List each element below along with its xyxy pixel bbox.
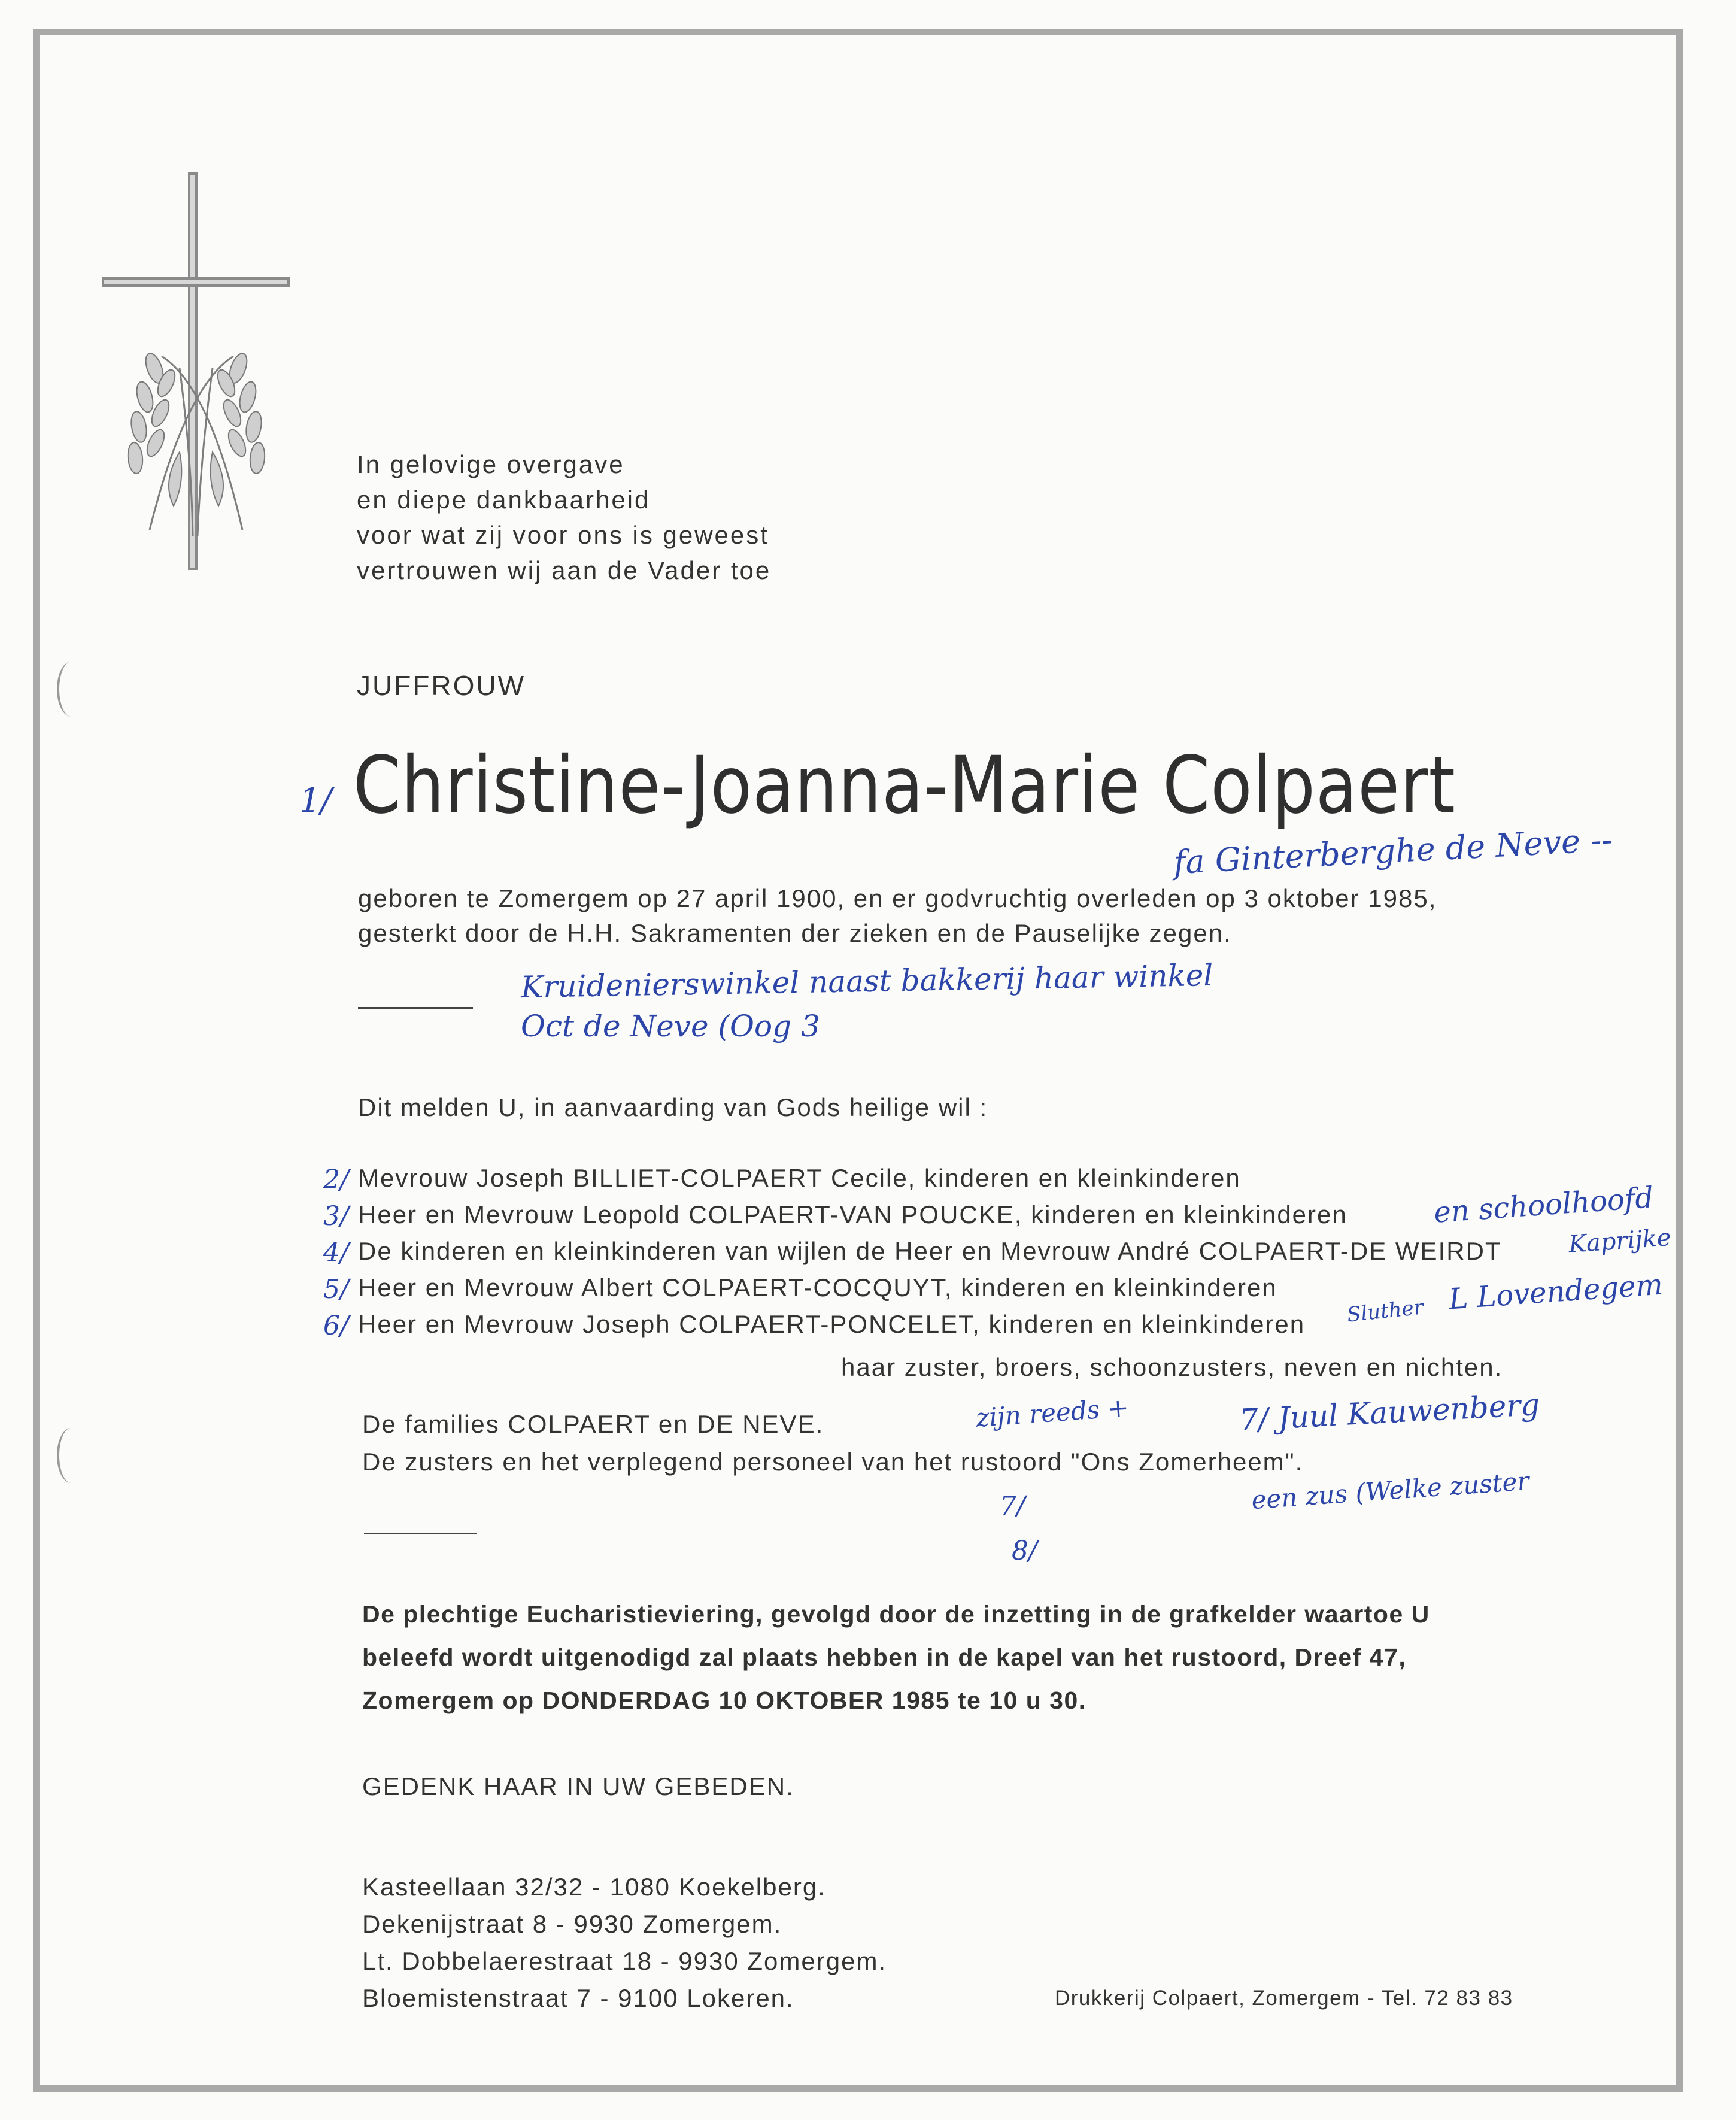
binder-hole-top [57,662,86,717]
opening-verse [357,447,771,588]
title-label: JUFFROUW [357,670,526,701]
handwritten-note: een zus (Welke zuster [1250,1466,1530,1515]
sisters-line: De zusters en het verplegend personeel van het rustoord "Ons Zomerheem". [362,1448,1304,1476]
ceremony-line: De plechtige Eucharistieviering, gevolgd door de inzetting in de grafkelder waartoe U [362,1600,1430,1628]
relatives-line: haar zuster, broers, schoonzusters, neven en nichten. [841,1353,1503,1381]
handwritten-mark: 5/ [323,1274,349,1305]
family-line: Heer en Mevrouw Leopold COLPAERT-VAN POUCKE, kinderen en kleinkinderen [358,1200,1347,1229]
handwritten-mark: 8/ [1012,1536,1037,1566]
handwritten-note: Kaprijke [1567,1224,1672,1258]
handwritten-note: 7/ Juul Kauwenberg [1238,1387,1541,1438]
divider-rule [364,1533,477,1534]
address-line: Dekenijstraat 8 - 9930 Zomergem. [362,1910,782,1938]
ceremony-line: Zomergem op DONDERDAG 10 OKTOBER 1985 te 10 u 30. [362,1687,1086,1714]
binder-hole-bottom [57,1428,86,1483]
verse-line: vertrouwen wij aan de Vader toe [357,556,772,584]
verse-line: voor wat zij voor ons is geweest [357,521,769,549]
divider-rule [358,1007,473,1009]
address-line: Lt. Dobbelaerestraat 18 - 9930 Zomergem. [362,1947,887,1975]
handwritten-note: fa Ginterberghe de Neve -- [1172,820,1613,882]
handwritten-mark: 3/ [323,1201,349,1232]
handwritten-mark: 1/ [299,781,332,820]
printer-credit: Drukkerij Colpaert, Zomergem - Tel. 72 83 83 [1055,1986,1513,2010]
handwritten-note: Oct de Neve (Oog 3 [521,1009,820,1044]
family-line: Heer en Mevrouw Joseph COLPAERT-PONCELET, kinderen en kleinkinderen [358,1310,1306,1338]
handwritten-note: en schoolhoofd [1432,1181,1655,1230]
handwritten-note: L Lovendegem [1447,1267,1664,1317]
family-line: Heer en Mevrouw Albert COLPAERT-COCQUYT, kinderen en kleinkinderen [358,1273,1277,1302]
birth-line: gesterkt door de H.H. Sakramenten der zieken en de Pauselijke zegen. [358,919,1232,947]
family-line: Mevrouw Joseph BILLIET-COLPAERT Cecile, kinderen en kleinkinderen [358,1164,1241,1192]
handwritten-mark: 4/ [323,1238,349,1268]
handwritten-note: Sluther [1346,1295,1425,1327]
family-line: De kinderen en kleinkinderen van wijlen de Heer en Mevrouw André COLPAERT-DE WEIRDT [358,1237,1502,1265]
families-line: De families COLPAERT en DE NEVE. [362,1410,824,1438]
handwritten-mark: 2/ [323,1164,349,1195]
handwritten-note: zijn reeds + [975,1393,1130,1433]
verse-line: In gelovige overgave [357,450,625,478]
cross-with-wheat-icon [90,171,299,572]
address-line: Bloemistenstraat 7 - 9100 Lokeren. [362,1984,794,2012]
birth-line: geboren te Zomergem op 27 april 1900, en er godvruchtig overleden op 3 oktober 1985, [358,884,1437,912]
deceased-name: Christine-Joanna-Marie Colpaert [353,739,1456,832]
ceremony-line: beleefd wordt uitgenodigd zal plaats hebben in de kapel van het rustoord, Dreef 47, [362,1643,1407,1671]
address-line: Kasteellaan 32/32 - 1080 Koekelberg. [362,1873,826,1901]
prayer-line: GEDENK HAAR IN UW GEBEDEN. [362,1772,794,1800]
intro-line: Dit melden U, in aanvaarding van Gods heilige wil : [358,1093,988,1121]
handwritten-note: Kruidenierswinkel naast bakkerij haar winkel [520,957,1213,1005]
handwritten-mark: 7/ [1000,1491,1025,1521]
verse-line: en diepe dankbaarheid [357,486,651,514]
handwritten-mark: 6/ [323,1311,349,1341]
